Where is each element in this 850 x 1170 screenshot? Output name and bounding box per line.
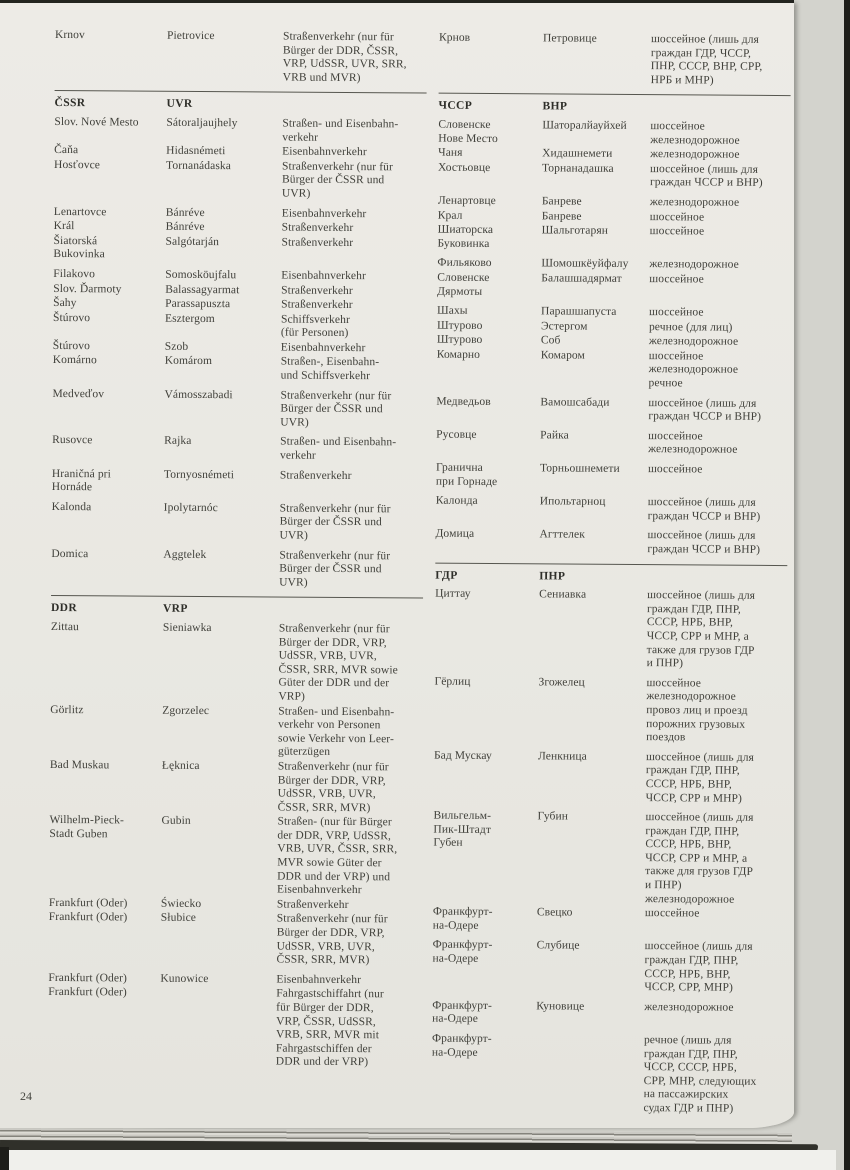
traffic-mode: шоссейное: [649, 225, 705, 238]
place-name-b: Gubin: [161, 815, 191, 828]
country-header-spacer: [650, 101, 790, 116]
table-row: [437, 319, 789, 335]
place-name-b: Bánréve: [165, 220, 205, 234]
place-name-b: Sátoraljaujhely: [166, 116, 238, 130]
country-header-a: ГДР: [435, 569, 458, 582]
table-row: [433, 810, 786, 908]
place-name-a: Хостьовце: [438, 161, 491, 174]
place-name-a: Šiatorská Bukovinka: [53, 234, 105, 261]
traffic-mode: речное (для лиц): [648, 320, 733, 334]
place-name-b: Шальготарян: [541, 224, 609, 237]
table-row: [435, 528, 787, 558]
table-row: [437, 334, 789, 350]
table-row: [435, 588, 788, 672]
table-row: [437, 257, 789, 273]
traffic-mode: Straßenverkehr (nur für Bürger der ČSSR und UVR): [279, 502, 391, 542]
traffic-mode: шоссейное (лишь для граждан ЧССР и ВНР): [649, 162, 763, 190]
place-name-b: Шомошкёуйфалу: [541, 257, 629, 271]
place-name-a: Франкфурт- на-Одере: [432, 999, 493, 1026]
table-row: [54, 116, 426, 146]
place-name-b: Ленкница: [537, 750, 587, 763]
traffic-mode: Straßenverkehr: [281, 284, 353, 297]
place-name-a: Циттау: [435, 587, 471, 601]
place-name-a: Комарно: [436, 348, 481, 361]
place-name-a: Kalonda: [51, 500, 92, 514]
table-row: [438, 147, 790, 163]
traffic-mode: шоссейное (лишь для граждан ГДР, ПНР, СССР, НРБ, ВНР, ЧССР, СРР, МНР): [644, 940, 753, 994]
table-row: [50, 703, 422, 760]
place-name-b: Комаром: [540, 349, 586, 362]
place-name-a: Гранична при Горнаде: [435, 461, 498, 488]
table-row: [54, 220, 426, 236]
traffic-mode: шоссейное: [649, 210, 705, 224]
country-header-b: UVR: [166, 98, 193, 111]
place-name-a: Frankfurt (Oder): [48, 911, 128, 924]
traffic-mode: Straßenverkehr: [279, 469, 352, 482]
section-header: [438, 100, 790, 116]
place-name-b: Salgótarján: [165, 235, 220, 248]
traffic-mode: Straßenverkehr (nur für Bürger der ČSSR und UVR): [279, 549, 391, 589]
place-name-b: Słubice: [160, 912, 197, 925]
place-name-a: Калонда: [435, 494, 478, 508]
place-name-b: Згожелец: [538, 676, 585, 689]
table-row: [53, 340, 425, 356]
traffic-mode: Straßenverkehr (nur für Bürger der DDR, VRP, UdSSR, VRB, UVR, ČSSR, SRR, MVR): [277, 760, 389, 814]
place-name-a: Slov. Nové Mesto: [54, 115, 139, 129]
place-name-b: Эстергом: [540, 320, 588, 333]
place-name-a: Словенске Нове Место: [438, 118, 498, 145]
traffic-mode: Straßenverkehr: [281, 298, 353, 312]
place-name-b: Торнанадашка: [542, 162, 614, 175]
place-name-a: Zittau: [50, 620, 79, 634]
place-name-b: Агттелек: [539, 528, 585, 542]
place-name-a: Medveďov: [52, 387, 105, 400]
country-header-a: ЧССР: [438, 100, 473, 113]
traffic-mode: шоссейное (лишь для граждан ЧССР и ВНР): [647, 529, 761, 556]
russian-table: [431, 32, 791, 1118]
traffic-mode: железнодорожное: [649, 196, 740, 209]
traffic-mode: шоссейное (лишь для граждан ЧССР и ВНР): [648, 396, 762, 424]
traffic-mode: шоссейное железнодорожное речное: [648, 349, 739, 390]
place-name-b: Esztergom: [164, 312, 215, 325]
traffic-mode: Straßenverkehr (nur für Bürger der DDR, ČSSR, VRP, UdSSR, UVR, SRR, VRB und MVR): [282, 30, 407, 84]
place-name-b: Balassagyarmat: [165, 283, 240, 296]
place-name-a: Domica: [51, 547, 89, 560]
place-name-a: Крнов: [438, 31, 471, 44]
place-name-a: Hosťovce: [54, 158, 101, 172]
table-row: [49, 897, 421, 913]
scanner-bed: [8, 1150, 836, 1170]
place-name-b: Парашшапуста: [541, 305, 617, 318]
table-row: [54, 144, 426, 160]
place-name-b: Kunowice: [160, 972, 209, 985]
table-row: [54, 205, 426, 221]
table-row: [437, 272, 789, 302]
table-row: [439, 32, 791, 89]
place-name-b: Хидашнемети: [542, 147, 613, 161]
section-header: [51, 602, 423, 618]
country-header-spacer: [282, 99, 426, 114]
country-header-b: ВНР: [542, 100, 568, 113]
traffic-mode: шоссейное железнодорожное провоз лиц и проезд порожних грузовых поездов: [646, 676, 748, 744]
place-name-a: Frankfurt (Oder): [48, 971, 128, 985]
place-name-a: Шиаторска Буковинка: [437, 223, 494, 250]
table-row: [53, 354, 425, 384]
table-row: [434, 675, 786, 745]
traffic-mode: Eisenbahnverkehr: [280, 341, 366, 355]
place-name-b: Parassapuszta: [165, 297, 231, 311]
place-name-b: Райка: [540, 429, 569, 442]
place-name-b: Сениавка: [539, 588, 587, 601]
place-name-a: Штурово: [436, 333, 483, 347]
place-name-a: Бад Мускау: [433, 749, 492, 762]
scan-corner-shadow: [0, 1147, 9, 1170]
place-name-b: Ипольтарноц: [539, 495, 606, 509]
traffic-mode: Schiffsverkehr (für Personen): [280, 313, 350, 340]
place-name-a: Домица: [435, 528, 475, 541]
place-name-a: Wilhelm-Pieck- Stadt Guben: [49, 814, 124, 841]
place-name-b: [535, 1033, 640, 1115]
german-table: [47, 29, 427, 1115]
table-row: [437, 224, 789, 254]
table-row: [436, 395, 788, 425]
table-row: [53, 312, 425, 342]
divider-rule: [55, 90, 427, 94]
divider-rule: [51, 595, 423, 599]
country-header-b: VRP: [162, 603, 188, 616]
table-row: [49, 814, 422, 898]
place-name-b: Rajka: [164, 435, 192, 448]
place-name-a: Медведьов: [436, 395, 491, 408]
place-name-a: Štúrovo: [52, 339, 90, 353]
traffic-mode: железнодорожное: [650, 148, 740, 161]
place-name-b: Вамошсабади: [540, 396, 610, 409]
traffic-mode: Straßenverkehr (nur für Bürger der ČSSR und UVR): [280, 389, 392, 429]
country-header-a: DDR: [50, 602, 78, 615]
country-header-spacer: [279, 604, 423, 619]
table-row: [54, 159, 426, 202]
place-name-b: Łęknica: [161, 759, 200, 772]
place-name-a: Frankfurt (Oder): [48, 986, 127, 999]
table-row: [438, 161, 790, 191]
place-name-b: Somosköujfalu: [165, 268, 237, 282]
place-name-a: Русовце: [436, 428, 477, 441]
traffic-mode: Straßenverkehr (nur für Bürger der DDR, VRP, UdSSR, VRB, UVR, ČSSR, SRR, MVR sowie Güter der DDR und der VRP): [278, 622, 398, 703]
traffic-mode: железнодорожное: [648, 335, 739, 349]
place-name-b: Vámosszabadi: [164, 388, 233, 401]
table-row: [436, 495, 788, 525]
place-name-a: Komárno: [52, 354, 97, 367]
table-row: [52, 388, 424, 431]
place-name-b: Петровице: [542, 32, 597, 45]
place-name-b: Tornanádaska: [166, 159, 232, 172]
table-row: [431, 1033, 784, 1117]
section-header: [54, 97, 426, 113]
traffic-mode: Straßen-, Eisenbahn- und Schiffsverkehr: [280, 356, 380, 383]
table-row: [51, 548, 423, 591]
traffic-mode: шоссейное (лишь для граждан ГДР, ПНР, СССР, НРБ, ВНР, ЧССР, СРР и МНР, а также для грузов ГДР и ПНР): [646, 589, 756, 670]
place-name-a: Вильгельм- Пик-Штадт Губен: [433, 809, 492, 850]
place-name-a: Крал: [437, 209, 463, 222]
traffic-mode: Straßen- und Eisenbahn- verkehr: [282, 117, 399, 144]
place-name-b: Bánréve: [165, 206, 205, 219]
place-name-b: Pietrovice: [166, 29, 215, 43]
place-name-b: Свецко: [536, 906, 573, 919]
traffic-mode: Fahrgastschiffahrt (nur für Bürger der DDR, VRP, ČSSR, UdSSR, VRB, SRR, MVR mit Fahrgastschiffen der DDR und der VRP): [275, 987, 384, 1069]
place-name-b: Komárom: [164, 355, 213, 368]
traffic-mode: шоссейное (лишь для граждан ГДР, ПНР, СССР, НРБ, ВНР, ЧССР, СРР и МНР): [645, 750, 755, 805]
place-name-a: Ленартовце: [437, 194, 496, 207]
place-name-b: Hidasnémeti: [166, 144, 226, 158]
traffic-mode: Straßenverkehr: [281, 221, 354, 235]
traffic-mode: шоссейное железнодорожное: [650, 120, 740, 147]
table-row: [53, 268, 425, 284]
country-header-b: ПНР: [539, 569, 566, 583]
place-name-a: Čaňa: [54, 144, 79, 157]
place-name-b: Куновице: [536, 1000, 585, 1013]
page-content: [0, 3, 794, 1118]
table-row: [52, 468, 424, 498]
traffic-mode: речное (лишь для граждан ГДР, ПНР, ЧССР, СССР, НРБ, СРР, МНР, следующих на пассажирских судах ГДР и ПНР): [643, 1034, 757, 1115]
table-row: [48, 972, 420, 988]
traffic-mode: Eisenbahnverkehr: [281, 207, 367, 220]
traffic-mode: шоссейное железнодорожное: [648, 429, 738, 457]
place-name-b: Ipolytarnóc: [163, 501, 218, 514]
table-row: [53, 235, 425, 265]
place-name-b: Zgorzelec: [162, 704, 210, 717]
place-name-a: Král: [53, 220, 75, 233]
place-name-a: Lenartovce: [53, 205, 107, 218]
place-name-b: [160, 987, 273, 1069]
traffic-mode: Straßenverkehr (nur für Bürger der DDR, VRP, UdSSR, VRB, UVR, ČSSR, SRR, MVR): [276, 912, 388, 967]
table-row: [50, 621, 423, 705]
divider-rule: [435, 562, 787, 565]
traffic-mode: шоссейное: [647, 463, 703, 476]
place-name-a: Штурово: [436, 319, 483, 332]
traffic-mode: шоссейное (лишь для граждан ЧССР и ВНР): [647, 496, 761, 523]
place-name-a: Hraničná pri Hornáde: [51, 467, 111, 494]
table-row: [52, 434, 424, 464]
traffic-mode: Straßen- und Eisenbahn- verkehr von Personen sowie Verkehr von Leer- güterzügen: [277, 705, 395, 759]
place-name-a: Štúrovo: [52, 311, 91, 324]
place-name-b: Банреве: [541, 209, 582, 223]
table-row: [437, 305, 789, 321]
table-row: [438, 195, 790, 211]
traffic-mode: шоссейное (лишь для граждан ГДР, ЧССР, ПНР, СССР, ВНР, СРР, НРБ и МНР): [650, 33, 763, 87]
place-name-a: Франкфурт- на-Одере: [432, 939, 493, 965]
traffic-mode: Straßen- (nur für Bürger der DDR, VRP, UdSSR, VRB, UVR, ČSSR, SRR, MVR sowie Güter der DDR und der VRP) und Eisenbahnverkehr: [276, 815, 398, 897]
traffic-mode: железнодорожное: [649, 258, 739, 272]
traffic-mode: шоссейное: [644, 907, 700, 920]
traffic-mode: Eisenbahnverkehr: [282, 145, 367, 159]
table-row: [53, 297, 425, 313]
divider-rule: [439, 93, 791, 96]
book-page: [0, 3, 794, 1128]
place-name-a: Rusovce: [52, 434, 93, 447]
country-header-a: ČSSR: [54, 97, 86, 110]
place-name-a: Šahy: [53, 297, 77, 310]
traffic-mode: Straßenverkehr (nur für Bürger der ČSSR und UVR): [281, 160, 393, 200]
scan-edge-strip: [844, 0, 850, 1170]
place-name-b: Sieniawka: [162, 621, 212, 635]
place-name-a: Франкфурт- на-Одере: [431, 1032, 492, 1059]
traffic-mode: шоссейное: [649, 306, 704, 319]
table-row: [433, 906, 785, 936]
place-name-b: Губин: [537, 810, 569, 823]
place-name-b: Соб: [540, 334, 561, 347]
place-name-b: Świecko: [160, 897, 202, 910]
place-name-a: Bad Muskau: [49, 758, 110, 772]
section-header: [435, 569, 787, 585]
traffic-mode: Eisenbahnverkehr: [281, 269, 366, 283]
table-row: [436, 462, 788, 492]
table-row: [432, 999, 784, 1029]
table-row: [436, 428, 788, 458]
table-row: [432, 939, 784, 996]
traffic-mode: Straßenverkehr: [276, 898, 349, 911]
table-row: [51, 501, 423, 544]
place-name-b: Tornyosnémeti: [163, 468, 235, 481]
traffic-mode: железнодорожное: [644, 1000, 734, 1014]
place-name-b: Aggtelek: [163, 548, 207, 561]
traffic-mode: Eisenbahnverkehr: [276, 973, 362, 986]
table-row: [438, 119, 790, 149]
place-name-a: Görlitz: [50, 703, 84, 716]
place-name-a: Slov. Ďarmoty: [53, 282, 122, 295]
place-name-a: Чаня: [438, 146, 463, 159]
place-name-a: Гёрлиц: [434, 675, 471, 688]
traffic-mode: Straßenverkehr: [281, 236, 354, 249]
page-number: 24: [20, 1089, 32, 1103]
table-row: [55, 29, 427, 86]
place-name-a: Шахы: [437, 304, 468, 317]
place-name-b: Торньошнемети: [539, 462, 620, 475]
place-name-a: Словенске Дярмоты: [437, 271, 490, 298]
place-name-a: Фильяково: [437, 256, 492, 270]
place-name-a: Frankfurt (Oder): [48, 896, 128, 910]
page-top-edge: [0, 0, 794, 3]
place-name-b: Шаторалйауйхей: [542, 119, 627, 132]
table-row: [434, 749, 786, 806]
place-name-b: Банреве: [541, 195, 582, 208]
place-name-a: Франкфурт- на-Одере: [432, 905, 493, 932]
traffic-mode: шоссейное: [649, 273, 704, 286]
place-name-b: Szob: [164, 340, 189, 353]
country-header-spacer: [647, 571, 787, 586]
table-row: [50, 759, 422, 816]
traffic-mode: Straßen- und Eisenbahn- verkehr: [280, 435, 397, 462]
place-name-b: Балашшадярмат: [541, 272, 622, 285]
table-row: [53, 282, 425, 298]
place-name-a: Filakovo: [53, 267, 96, 281]
table-row: [48, 986, 421, 1070]
table-row: [437, 349, 789, 392]
traffic-mode: шоссейное (лишь для граждан ГДР, ПНР, СССР, НРБ, ВНР, ЧССР, СРР и МНР, а также для грузов ГДР и ПНР) железнодорожное: [644, 811, 754, 906]
table-row: [48, 911, 420, 968]
place-name-a: Krnov: [54, 28, 85, 42]
place-name-b: Слубице: [536, 939, 580, 953]
table-row: [438, 209, 790, 225]
